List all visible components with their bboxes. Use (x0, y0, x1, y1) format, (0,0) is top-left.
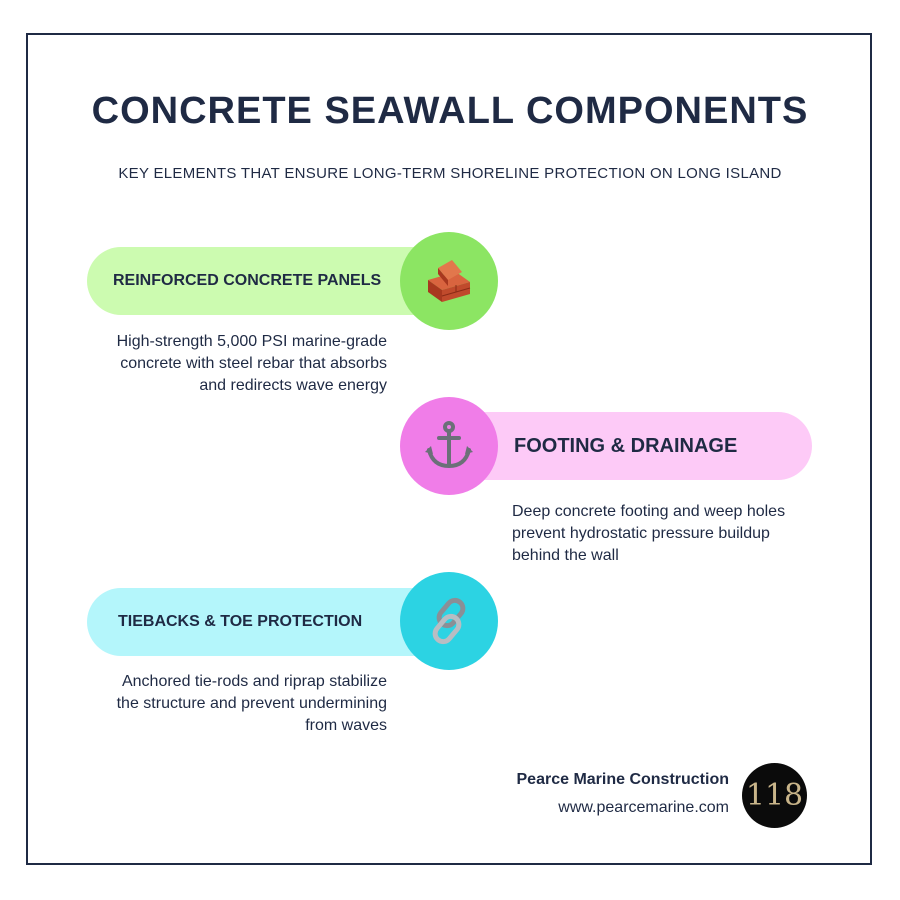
company-name: Pearce Marine Construction (516, 771, 729, 788)
chain-link-icon (421, 593, 477, 649)
component-icon-circle (400, 232, 498, 330)
component-description: High-strength 5,000 PSI marine-grade concrete with steel rebar that absorbs and redirects wave energy (116, 333, 387, 394)
component-label-text: FOOTING & DRAINAGE (514, 434, 738, 457)
company-logo (742, 763, 807, 828)
component-label-reinforced-concrete-panels (87, 247, 447, 315)
component-description: Anchored tie-rods and riprap stabilize the structure and prevent undermining from waves (116, 673, 387, 734)
component-label-text: REINFORCED CONCRETE PANELS (113, 272, 382, 289)
component-label-tiebacks-toe-protection (87, 588, 447, 656)
component-label-text: TIEBACKS & TOE PROTECTION (118, 613, 363, 630)
brick-icon (422, 254, 476, 308)
component-description: Deep concrete footing and weep holes prevent hydrostatic pressure buildup behind the wall (512, 503, 786, 564)
company-website[interactable]: www.pearcemarine.com (558, 799, 729, 816)
page-title: CONCRETE SEAWALL COMPONENTS (91, 90, 809, 132)
component-icon-circle (400, 572, 498, 670)
anchor-icon (421, 418, 477, 474)
component-icon-circle (400, 397, 498, 495)
page-subtitle: KEY ELEMENTS THAT ENSURE LONG-TERM SHORELINE PROTECTION ON LONG ISLAND (118, 165, 782, 182)
logo-text: 118 (745, 778, 804, 813)
